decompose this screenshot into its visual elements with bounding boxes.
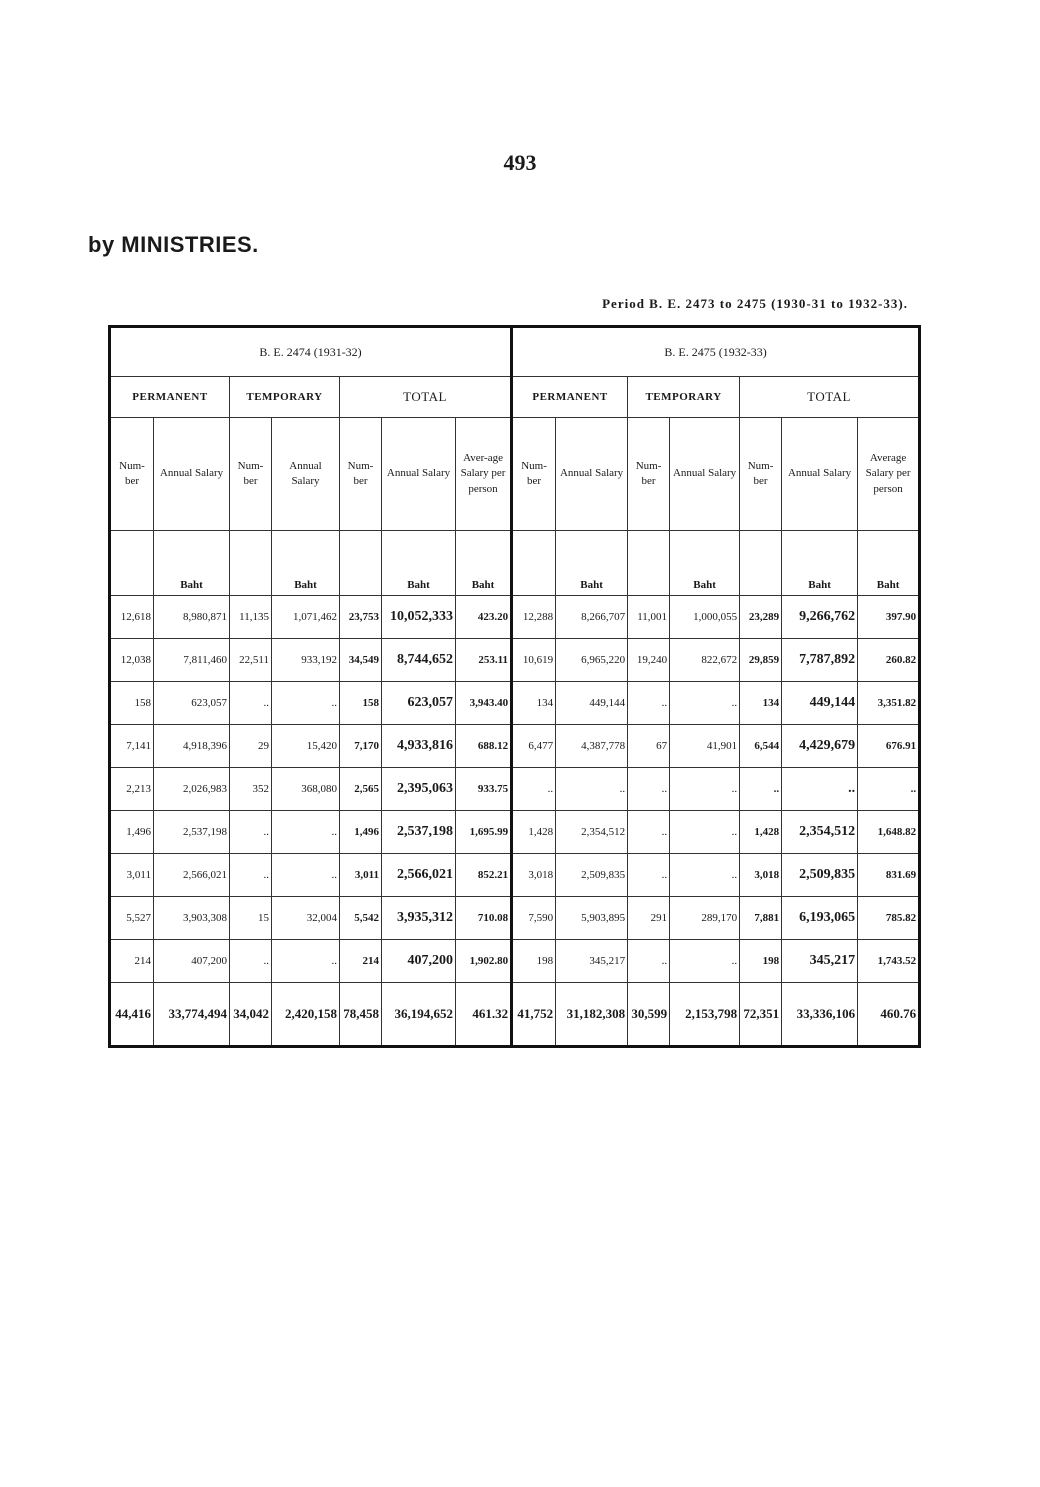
table-cell: 3,943.40 <box>456 682 512 725</box>
table-cell: 3,018 <box>740 854 782 897</box>
table-cell: 688.12 <box>456 725 512 768</box>
unit-label: Baht <box>154 531 230 596</box>
table-cell: 407,200 <box>382 940 456 983</box>
annual-salary-header: Annual Salary <box>782 418 858 531</box>
table-cell: 449,144 <box>556 682 628 725</box>
total-cell: 34,042 <box>230 983 272 1047</box>
table-cell: 3,018 <box>512 854 556 897</box>
table-cell: 291 <box>628 897 670 940</box>
table-cell: 2,537,198 <box>382 811 456 854</box>
totals-row <box>110 983 920 1047</box>
table-row <box>110 768 920 811</box>
table-cell: 4,429,679 <box>782 725 858 768</box>
unit-label: Baht <box>670 531 740 596</box>
table-cell: 1,902.80 <box>456 940 512 983</box>
table-cell: 3,011 <box>110 854 154 897</box>
annual-salary-header: Annual Salary <box>154 418 230 531</box>
table-cell: 2,354,512 <box>782 811 858 854</box>
table-cell: 352 <box>230 768 272 811</box>
table-cell: 19,240 <box>628 639 670 682</box>
permanent-header-2: PERMANENT <box>512 377 628 418</box>
number-header: Num-ber <box>230 418 272 531</box>
table-cell: 3,351.82 <box>858 682 920 725</box>
annual-salary-header: Annual Salary <box>670 418 740 531</box>
table-cell: 2,537,198 <box>154 811 230 854</box>
table-cell: 407,200 <box>154 940 230 983</box>
table-cell: 3,011 <box>340 854 382 897</box>
total-cell: 72,351 <box>740 983 782 1047</box>
total-cell: 31,182,308 <box>556 983 628 1047</box>
table-cell: 368,080 <box>272 768 340 811</box>
table-cell: 8,744,652 <box>382 639 456 682</box>
table-cell: 2,509,835 <box>556 854 628 897</box>
total-cell: 33,774,494 <box>154 983 230 1047</box>
table-cell: 623,057 <box>382 682 456 725</box>
table-cell: 22,511 <box>230 639 272 682</box>
table-cell: 4,387,778 <box>556 725 628 768</box>
table-cell: 2,565 <box>340 768 382 811</box>
table-cell: 1,428 <box>512 811 556 854</box>
total-cell: 2,420,158 <box>272 983 340 1047</box>
total-cell: 78,458 <box>340 983 382 1047</box>
salary-table <box>108 325 921 1048</box>
table-cell: 1,496 <box>110 811 154 854</box>
unit-label: Baht <box>382 531 456 596</box>
table-cell: 5,542 <box>340 897 382 940</box>
table-cell: 785.82 <box>858 897 920 940</box>
table-row <box>110 639 920 682</box>
table-cell: 1,743.52 <box>858 940 920 983</box>
table-cell: 345,217 <box>782 940 858 983</box>
table-cell: 214 <box>110 940 154 983</box>
number-header: Num-ber <box>740 418 782 531</box>
table-row <box>110 811 920 854</box>
table-cell: 134 <box>512 682 556 725</box>
table-cell: 158 <box>110 682 154 725</box>
table-cell: 12,288 <box>512 596 556 639</box>
total-cell: 460.76 <box>858 983 920 1047</box>
unit-label: Baht <box>456 531 512 596</box>
table-cell: 6,193,065 <box>782 897 858 940</box>
table-cell: 449,144 <box>782 682 858 725</box>
table-cell: 933.75 <box>456 768 512 811</box>
table-cell: 8,980,871 <box>154 596 230 639</box>
table-cell: 23,753 <box>340 596 382 639</box>
table-cell: 2,509,835 <box>782 854 858 897</box>
table-cell: 423.20 <box>456 596 512 639</box>
table-cell: 710.08 <box>456 897 512 940</box>
table-cell: 134 <box>740 682 782 725</box>
table-cell: 253.11 <box>456 639 512 682</box>
period-2-header: B. E. 2475 (1932-33) <box>512 327 920 377</box>
annual-salary-header: Annual Salary <box>556 418 628 531</box>
table-row <box>110 596 920 639</box>
table-cell: .. <box>670 682 740 725</box>
table-cell: 1,695.99 <box>456 811 512 854</box>
table-cell: 676.91 <box>858 725 920 768</box>
table-cell: 822,672 <box>670 639 740 682</box>
table-cell: 15 <box>230 897 272 940</box>
table-cell: .. <box>272 811 340 854</box>
table-cell: 12,038 <box>110 639 154 682</box>
table-cell: 852.21 <box>456 854 512 897</box>
table-cell: 15,420 <box>272 725 340 768</box>
temporary-header-2: TEMPORARY <box>628 377 740 418</box>
table-row <box>110 897 920 940</box>
total-cell: 30,599 <box>628 983 670 1047</box>
table-cell: 1,071,462 <box>272 596 340 639</box>
table-cell: .. <box>628 682 670 725</box>
table-cell: 5,903,895 <box>556 897 628 940</box>
table-cell: .. <box>272 854 340 897</box>
table-cell: 23,289 <box>740 596 782 639</box>
table-cell: 1,428 <box>740 811 782 854</box>
table-cell: .. <box>628 811 670 854</box>
table-row <box>110 682 920 725</box>
table-cell: 11,001 <box>628 596 670 639</box>
table-cell: 2,395,063 <box>382 768 456 811</box>
table-cell: .. <box>670 854 740 897</box>
table-cell: .. <box>740 768 782 811</box>
table-cell: 7,170 <box>340 725 382 768</box>
table-cell: .. <box>670 940 740 983</box>
table-cell: 2,213 <box>110 768 154 811</box>
table-cell: .. <box>670 768 740 811</box>
number-header: Num-ber <box>628 418 670 531</box>
table-cell: .. <box>556 768 628 811</box>
table-cell: 9,266,762 <box>782 596 858 639</box>
page-number: 493 <box>503 150 537 175</box>
table-cell: .. <box>230 811 272 854</box>
table-cell: 289,170 <box>670 897 740 940</box>
table-cell: 34,549 <box>340 639 382 682</box>
section-heading: by MINISTRIES. <box>88 232 259 257</box>
unit-label: Baht <box>272 531 340 596</box>
table-cell: 32,004 <box>272 897 340 940</box>
annual-salary-header: Annual Salary <box>382 418 456 531</box>
table-cell: 67 <box>628 725 670 768</box>
table-cell: .. <box>230 940 272 983</box>
table-cell: .. <box>858 768 920 811</box>
table-cell: .. <box>272 940 340 983</box>
unit-label: Baht <box>556 531 628 596</box>
table-cell: 7,881 <box>740 897 782 940</box>
table-cell: 12,618 <box>110 596 154 639</box>
total-cell: 2,153,798 <box>670 983 740 1047</box>
temporary-header-1: TEMPORARY <box>230 377 340 418</box>
total-header-2: TOTAL <box>740 377 920 418</box>
table-cell: 1,000,055 <box>670 596 740 639</box>
table-cell: 29 <box>230 725 272 768</box>
average-salary-header: Aver-age Salary per person <box>456 418 512 531</box>
number-header: Num-ber <box>512 418 556 531</box>
total-cell: 36,194,652 <box>382 983 456 1047</box>
table-row <box>110 854 920 897</box>
table-cell: 623,057 <box>154 682 230 725</box>
table-cell: 11,135 <box>230 596 272 639</box>
total-cell: 44,416 <box>110 983 154 1047</box>
table-cell: 345,217 <box>556 940 628 983</box>
period-caption: Period B. E. 2473 to 2475 (1930-31 to 1932-33). <box>602 296 908 311</box>
table-cell: .. <box>670 811 740 854</box>
table-cell: 2,566,021 <box>154 854 230 897</box>
annual-salary-header: Annual Salary <box>272 418 340 531</box>
table-cell: 198 <box>512 940 556 983</box>
table-cell: 6,477 <box>512 725 556 768</box>
table-cell: .. <box>230 854 272 897</box>
table-cell: .. <box>628 768 670 811</box>
table-cell: 4,918,396 <box>154 725 230 768</box>
table-cell: 260.82 <box>858 639 920 682</box>
table-cell: 1,496 <box>340 811 382 854</box>
number-header: Num-ber <box>340 418 382 531</box>
table-cell: 397.90 <box>858 596 920 639</box>
unit-label: Baht <box>858 531 920 596</box>
table-cell: 4,933,816 <box>382 725 456 768</box>
table-cell: 41,901 <box>670 725 740 768</box>
table-cell: 10,052,333 <box>382 596 456 639</box>
table-cell: 831.69 <box>858 854 920 897</box>
table-cell: 7,787,892 <box>782 639 858 682</box>
table-cell: 3,903,308 <box>154 897 230 940</box>
table-cell: 158 <box>340 682 382 725</box>
table-cell: .. <box>272 682 340 725</box>
table-cell: 2,566,021 <box>382 854 456 897</box>
number-header: Num-ber <box>110 418 154 531</box>
table-cell: 6,544 <box>740 725 782 768</box>
average-salary-header: Average Salary per person <box>858 418 920 531</box>
table-cell: .. <box>782 768 858 811</box>
table-cell: 6,965,220 <box>556 639 628 682</box>
table-cell: 5,527 <box>110 897 154 940</box>
table-cell: .. <box>628 940 670 983</box>
table-cell: 214 <box>340 940 382 983</box>
table-cell: 29,859 <box>740 639 782 682</box>
permanent-header-1: PERMANENT <box>110 377 230 418</box>
table-cell: 198 <box>740 940 782 983</box>
table-cell: 7,811,460 <box>154 639 230 682</box>
unit-label: Baht <box>782 531 858 596</box>
table-cell: 2,354,512 <box>556 811 628 854</box>
table-cell: .. <box>628 854 670 897</box>
table-cell: 1,648.82 <box>858 811 920 854</box>
total-cell: 33,336,106 <box>782 983 858 1047</box>
table-cell: 933,192 <box>272 639 340 682</box>
table-row <box>110 940 920 983</box>
table-cell: 7,590 <box>512 897 556 940</box>
total-cell: 461.32 <box>456 983 512 1047</box>
table-cell: 3,935,312 <box>382 897 456 940</box>
total-header-1: TOTAL <box>340 377 512 418</box>
period-1-header: B. E. 2474 (1931-32) <box>110 327 512 377</box>
table-cell: 10,619 <box>512 639 556 682</box>
table-cell: .. <box>230 682 272 725</box>
table-row <box>110 725 920 768</box>
table-cell: 7,141 <box>110 725 154 768</box>
total-cell: 41,752 <box>512 983 556 1047</box>
table-cell: 8,266,707 <box>556 596 628 639</box>
table-cell: 2,026,983 <box>154 768 230 811</box>
table-cell: .. <box>512 768 556 811</box>
